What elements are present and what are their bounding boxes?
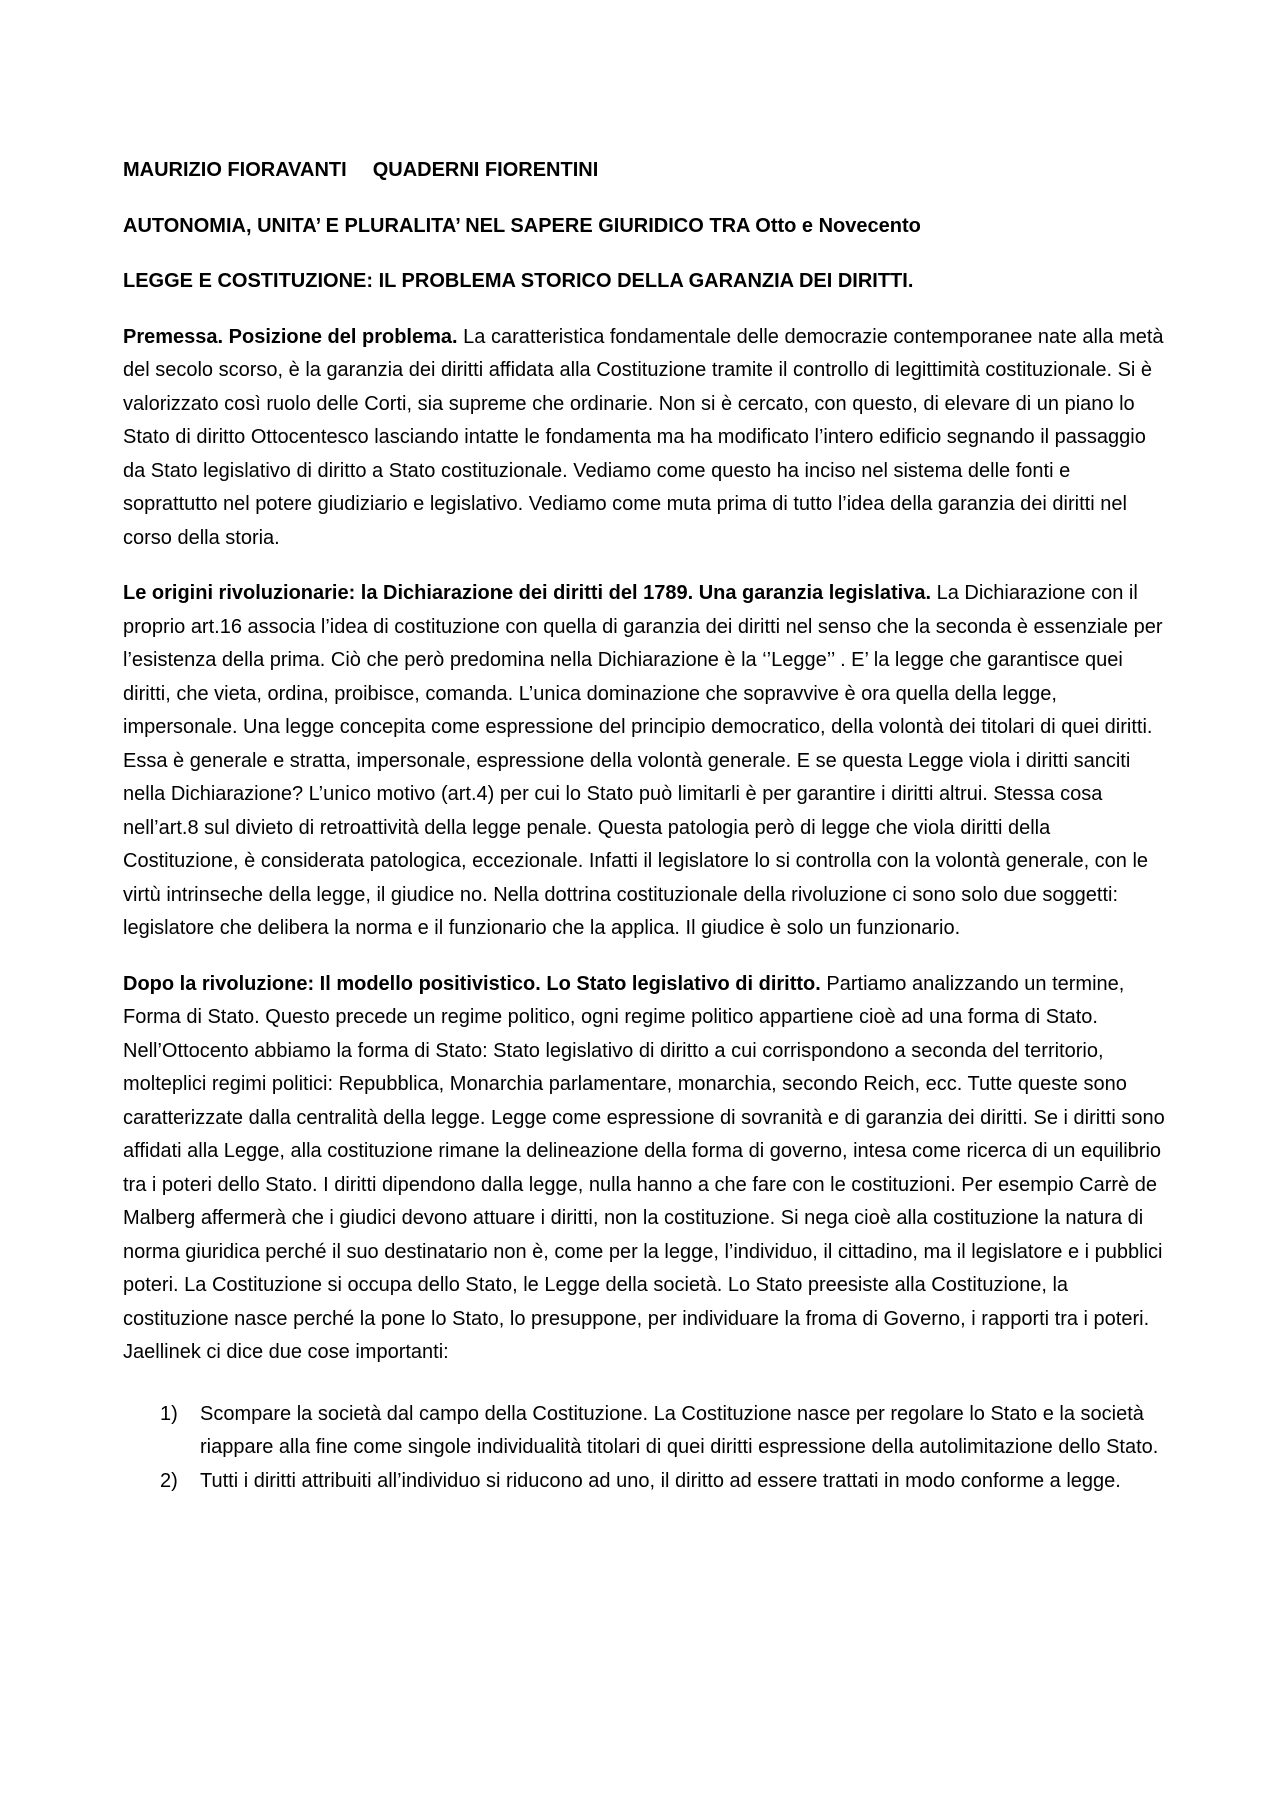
- list-item-number: 1): [160, 1402, 178, 1425]
- section-modello-positivistico: [123, 968, 1167, 1370]
- section-text: Partiamo analizzando un termine, Forma di Stato. Questo precede un regime politico, ogni regime politico appartiene cioè ad una forma di Stato. Nell’Ottocento abbiamo la forma di Stato: Stato legislativo di diritto a cui corrispondono a seconda del territorio, molteplici regimi politici: Repubblica, Monarchia parlamentare, monarchia, secondo Reich, ecc. Tutte queste sono caratterizzate dalla centralità della legge. Legge come espressione di sovranità e di garanzia dei diritti. Se i diritti sono affidati alla Legge, alla costituzione rimane la delineazione della forma di governo, intesa come ricerca di un equilibrio tra i poteri dello Stato. I diritti dipendono dalla legge, nulla hanno a che fare con le costituzioni. Per esempio Carrè de Malberg affermerà che i giudici devono attuare i diritti, non la costituzione. Si nega cioè alla costituzione la natura di norma giuridica perché il suo destinatario non è, come per la legge, l’individuo, il cittadino, ma il legislatore e i pubblici poteri. La Costituzione si occupa dello Stato, le Legge della società. Lo Stato preesiste alla Costituzione, la costituzione nasce perché la pone lo Stato, lo presuppone, per individuare la froma di Governo, i rapporti tra i poteri. Jaellinek ci dice due cose importanti:: [123, 972, 1165, 1363]
- list-item-text: Scompare la società dal campo della Costituzione. La Costituzione nasce per regolare lo Stato e la società riappare alla fine come singole individualità titolari di quei diritti espressione della autolimitazione dello Stato.: [200, 1402, 1159, 1458]
- document-title: LEGGE E COSTITUZIONE: IL PROBLEMA STORICO DELLA GARANZIA DEI DIRITTI.: [123, 270, 914, 292]
- author-line: [123, 154, 1167, 188]
- author-name: MAURIZIO FIORAVANTI: [123, 159, 347, 181]
- section-text: La Dichiarazione con il proprio art.16 associa l’idea di costituzione con quella di garanzia dei diritti nel senso che la seconda è essenziale per l’esistenza della prima. Ciò che però predomina nella Dichiarazione è la ‘’Legge’’ . E’ la legge che garantisce quei diritti, che vieta, ordina, proibisce, comanda. L’unica dominazione che sopravvive è ora quella della legge, impersonale. Una legge concepita come espressione del principio democratico, della volontà dei titolari di quei diritti. Essa è generale e stratta, impersonale, espressione della volontà generale. E se questa Legge viola i diritti sanciti nella Dichiarazione? L’unico motivo (art.4) per cui lo Stato può limitarli è per garantire i diritti altrui. Stessa cosa nell’art.8 sul divieto di retroattività della legge penale. Questa patologia però di legge che viola diritti della Costituzione, è considerata patologica, eccezionale. Infatti il legislatore lo si controlla con la volontà generale, con le virtù intrinseche della legge, il giudice no. Nella dottrina costituzionale della rivoluzione ci sono solo due soggetti: legislatore che delibera la norma e il funzionario che la applica. Il giudice è solo un funzionario.: [123, 582, 1163, 939]
- section-heading: Le origini rivoluzionarie: la Dichiarazione dei diritti del 1789. Una garanzia legislativa.: [123, 582, 932, 604]
- list-item-text: Tutti i diritti attribuiti all’individuo si riducono ad uno, il diritto ad essere trattati in modo conforme a legge.: [200, 1469, 1121, 1492]
- document-page: [123, 154, 1167, 1498]
- section-heading: Dopo la rivoluzione: Il modello positivistico. Lo Stato legislativo di diritto.: [123, 972, 821, 995]
- section-premessa: [123, 321, 1167, 556]
- numbered-list: [123, 1398, 1167, 1499]
- section-origini-rivoluzionarie: [123, 577, 1167, 946]
- source-name: QUADERNI FIORENTINI: [372, 159, 599, 181]
- list-item-number: 2): [160, 1469, 178, 1492]
- section-heading: Premessa. Posizione del problema.: [123, 325, 458, 348]
- section-text: La caratteristica fondamentale delle democrazie contemporanee nate alla metà del secolo scorso, è la garanzia dei diritti affidata alla Costituzione tramite il controllo di legittimità costituzionale. Si è valorizzato così ruolo delle Corti, sia supreme che ordinarie. Non si è cercato, con questo, di elevare di un piano lo Stato di diritto Ottocentesco lasciando intatte le fondamenta ma ha modificato l’intero edificio segnando il passaggio da Stato legislativo di diritto a Stato costituzionale. Vediamo come questo ha inciso nel sistema delle fonti e soprattutto nel potere giudiziario e legislativo. Vediamo come muta prima di tutto l’idea della garanzia dei diritti nel corso della storia.: [123, 325, 1164, 549]
- document-subtitle: AUTONOMIA, UNITA’ E PLURALITA’ NEL SAPERE GIURIDICO TRA Otto e Novecento: [123, 214, 921, 237]
- list-item: [123, 1465, 1167, 1499]
- list-item: [123, 1398, 1167, 1465]
